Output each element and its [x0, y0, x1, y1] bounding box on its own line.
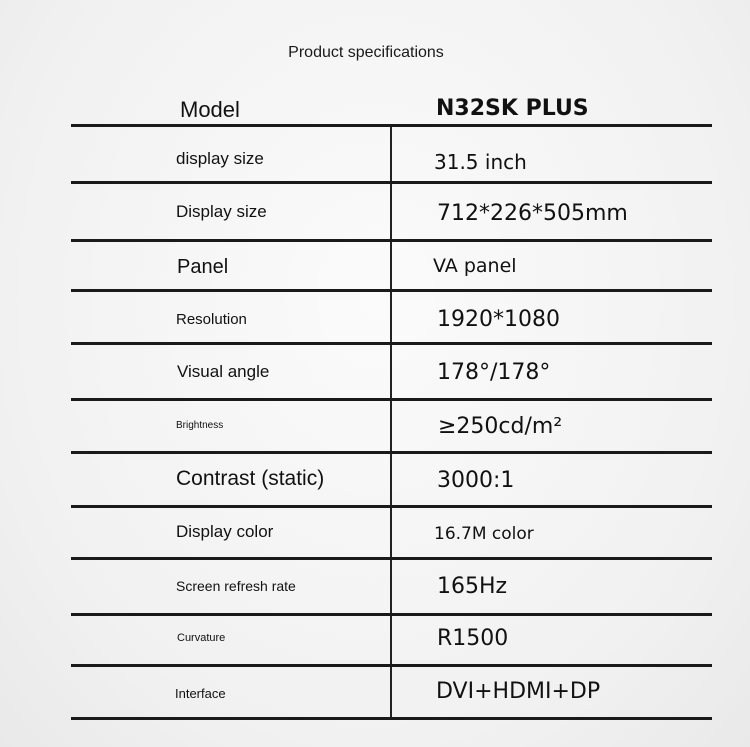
row-divider — [71, 398, 712, 401]
row-divider — [71, 181, 712, 184]
spec-value: ≥250cd/m² — [438, 414, 563, 439]
spec-label: Curvature — [177, 632, 226, 644]
header-value: N32SK PLUS — [436, 96, 589, 121]
spec-value: 178°/178° — [437, 360, 551, 385]
spec-label: Display size — [176, 202, 267, 221]
row-divider — [71, 664, 712, 667]
spec-label: Contrast (static) — [176, 467, 325, 490]
row-divider — [71, 613, 712, 616]
header-label: Model — [180, 97, 240, 122]
spec-value: 16.7M color — [434, 524, 534, 544]
row-divider — [71, 342, 712, 345]
spec-value: 165Hz — [437, 574, 508, 599]
spec-label: Brightness — [176, 420, 224, 431]
spec-value: 3000:1 — [437, 468, 515, 493]
spec-label: Resolution — [176, 311, 247, 328]
page-title: Product specifications — [288, 44, 444, 61]
spec-label: display size — [176, 149, 264, 168]
spec-value: 31.5 inch — [434, 150, 527, 174]
spec-value: 1920*1080 — [437, 307, 560, 332]
spec-value: DVI+HDMI+DP — [436, 679, 601, 704]
spec-value: VA panel — [433, 255, 517, 277]
row-divider — [71, 557, 712, 560]
spec-label: Interface — [175, 686, 226, 701]
column-divider — [390, 126, 392, 720]
spec-value: 712*226*505mm — [437, 201, 628, 226]
row-divider — [71, 289, 712, 292]
spec-value: R1500 — [437, 626, 509, 651]
row-divider — [71, 505, 712, 508]
row-divider — [71, 239, 712, 242]
row-divider — [71, 451, 712, 454]
spec-label: Screen refresh rate — [176, 578, 296, 594]
row-divider — [71, 124, 712, 127]
spec-table — [71, 90, 712, 722]
spec-label: Visual angle — [177, 362, 270, 381]
row-divider — [71, 717, 712, 720]
spec-label: Display color — [176, 522, 274, 541]
spec-label: Panel — [177, 256, 229, 278]
